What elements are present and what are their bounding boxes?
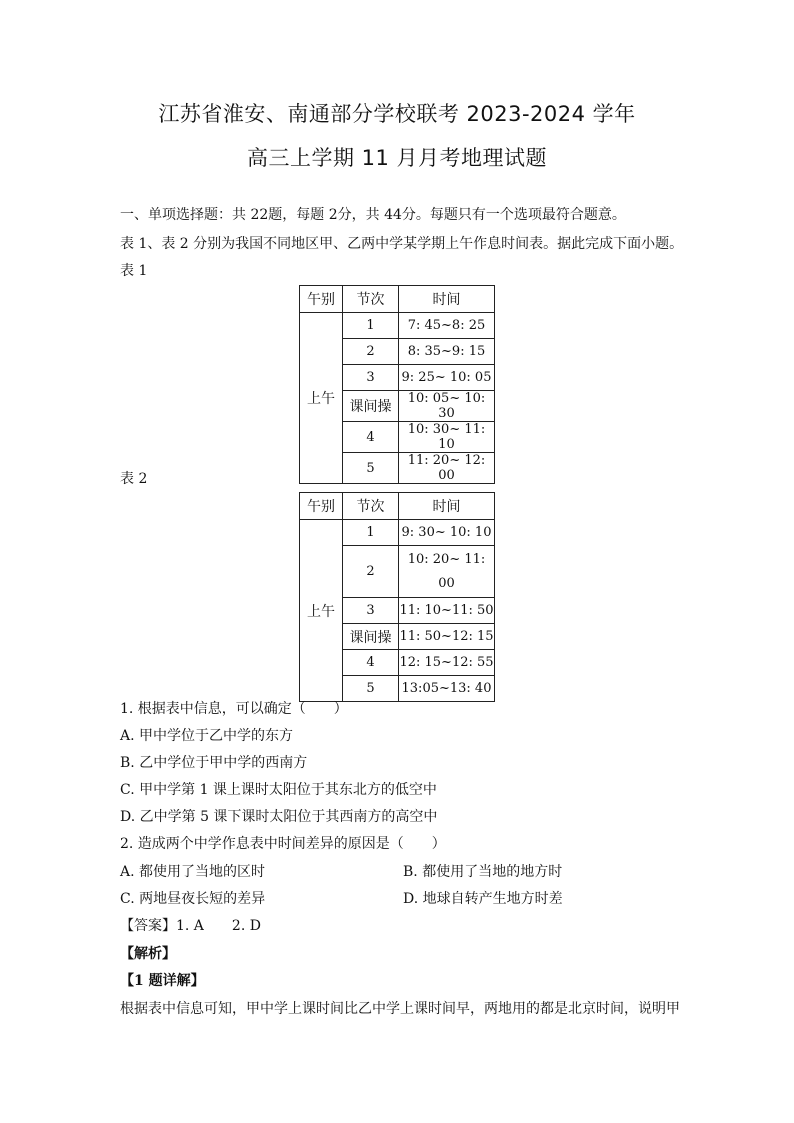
question-1-option-a: A. 甲中学位于乙中学的东方: [120, 728, 294, 744]
question-1-option-c: C. 甲中学第 1 课上课时太阳位于其东北方的低空中: [120, 782, 437, 798]
intro-description: 表 1、表 2 分别为我国不同地区甲、乙两中学某学期上午作息时间表。据此完成下面小题。: [120, 236, 684, 252]
section-heading: 一、单项选择题：共 22题，每题 2分，共 44分。每题只有一个选项最符合题意。: [120, 207, 626, 223]
table-header-row: [300, 493, 495, 520]
header-cell: 时间: [399, 286, 495, 313]
time-cell: 9: 30~ 10: 10: [399, 520, 495, 546]
detail-label: 【1 题详解】: [120, 973, 205, 989]
class-index-cell: 5: [343, 676, 399, 702]
table1-label: 表 1: [120, 263, 148, 279]
analysis-label: 【解析】: [120, 946, 176, 962]
class-index-cell: 1: [343, 313, 399, 339]
question-2-option-b: B. 都使用了当地的地方时: [403, 864, 563, 880]
class-index-cell: 1: [343, 520, 399, 546]
answer-line: 【答案】1. A 2. D: [120, 918, 261, 934]
doc-title-line1: 江苏省淮安、南通部分学校联考 2023-2024 学年: [158, 102, 636, 126]
header-cell: 时间: [399, 493, 495, 520]
time-cell: [399, 546, 495, 598]
header-cell: 节次: [343, 493, 399, 520]
period-cell: 上午: [300, 520, 343, 702]
question-2-option-d: D. 地球自转产生地方时差: [403, 891, 563, 907]
class-index-cell: 3: [343, 598, 399, 624]
class-index-cell: 5: [343, 453, 399, 484]
time-cell: 9: 25~ 10: 05: [399, 365, 495, 391]
table2-label: 表 2: [120, 471, 148, 487]
question-2-stem: 2. 造成两个中学作息表中时间差异的原因是（ ）: [120, 836, 446, 852]
class-index-cell: 2: [343, 546, 399, 598]
class-index-cell: 课间操: [343, 391, 399, 422]
schedule-table-2: [299, 492, 495, 702]
time-cell: 11: 50~12: 15: [399, 624, 495, 650]
question-2-option-c: C. 两地昼夜长短的差异: [120, 891, 266, 907]
time-cell: 11: 10~11: 50: [399, 598, 495, 624]
table-header-row: [300, 286, 495, 313]
schedule-table-1: [299, 285, 495, 484]
doc-title-line2: 高三上学期 11 月月考地理试题: [246, 146, 548, 170]
time-cell: 12: 15~12: 55: [399, 650, 495, 676]
class-index-cell: 4: [343, 650, 399, 676]
detail-text: 根据表中信息可知，甲中学上课时间比乙中学上课时间早，两地用的都是北京时间，说明甲: [120, 1001, 680, 1017]
time-cell: 13:05~13: 40: [399, 676, 495, 702]
question-1-option-d: D. 乙中学第 5 课下课时太阳位于其西南方的高空中: [120, 809, 438, 825]
header-cell: 午别: [300, 286, 343, 313]
header-cell: 节次: [343, 286, 399, 313]
question-1-option-b: B. 乙中学位于甲中学的西南方: [120, 755, 308, 771]
time-cell: 11: 20~ 12: 00: [399, 453, 495, 484]
question-2-option-a: A. 都使用了当地的区时: [120, 864, 266, 880]
time-cell: 10: 30~ 11: 10: [399, 422, 495, 453]
time-cell-text: 10: 20~ 11: 00: [407, 551, 486, 591]
period-cell: 上午: [300, 313, 343, 484]
class-index-cell: 课间操: [343, 624, 399, 650]
header-cell: 午别: [300, 493, 343, 520]
class-index-cell: 2: [343, 339, 399, 365]
table-row: [300, 520, 495, 546]
class-index-cell: 3: [343, 365, 399, 391]
time-cell: 8: 35~9: 15: [399, 339, 495, 365]
table-row: [300, 313, 495, 339]
question-1-stem: 1. 根据表中信息，可以确定（ ）: [120, 701, 348, 717]
time-cell: 7: 45~8: 25: [399, 313, 495, 339]
class-index-cell: 4: [343, 422, 399, 453]
time-cell: 10: 05~ 10: 30: [399, 391, 495, 422]
